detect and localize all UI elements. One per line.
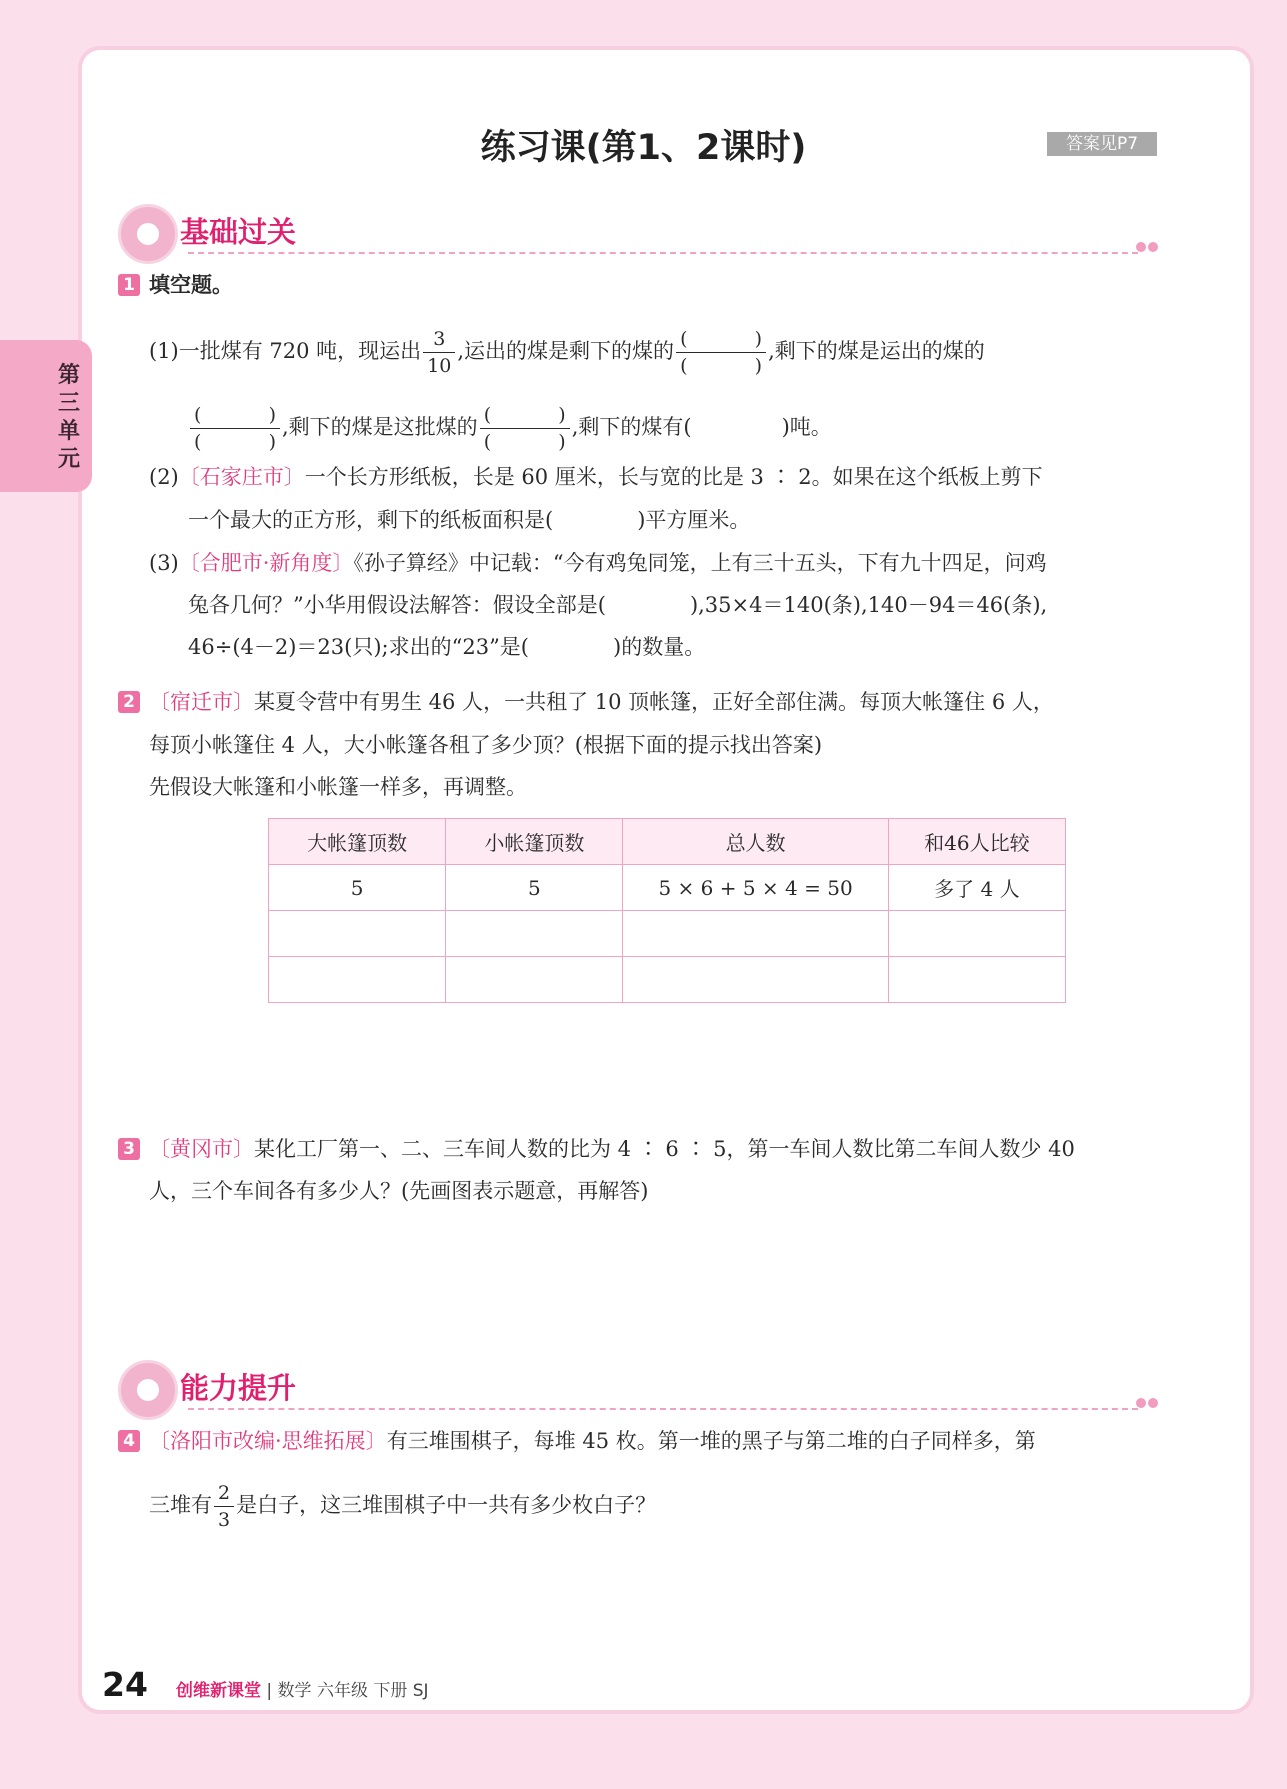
q1-part2-line2: 一个最大的正方形，剩下的纸板面积是( )平方厘米。 bbox=[188, 508, 751, 532]
section-divider bbox=[188, 1408, 1138, 1410]
page-number: 24 bbox=[102, 1665, 148, 1704]
table-cell: 5 bbox=[269, 865, 446, 911]
table-header: 小帐篷顶数 bbox=[446, 819, 623, 865]
q1-part2-line1: (2)〔石家庄市〕一个长方形纸板，长是 60 厘米，长与宽的比是 3 ∶ 2。如果在这个纸板上剪下 bbox=[149, 465, 1043, 489]
q1-part3-line2: 兔各几何？”小华用假设法解答：假设全部是( ),35×4＝140(条),140－94＝46(条), bbox=[188, 593, 1048, 617]
q4-line1: 〔洛阳市改编·思维拓展〕有三堆围棋子，每堆 45 枚。第一堆的黑子与第二堆的白子同样多，第 bbox=[149, 1429, 1036, 1453]
answer-reference-badge: 答案见P7 bbox=[1047, 132, 1157, 156]
section-divider bbox=[188, 252, 1138, 254]
table-cell-empty[interactable] bbox=[269, 911, 446, 957]
answer-blank-fraction[interactable]: ( ) ( ) bbox=[190, 402, 280, 455]
table-cell-empty[interactable] bbox=[888, 957, 1065, 1003]
table-cell: 5 bbox=[446, 865, 623, 911]
section-header-advanced bbox=[118, 1360, 1158, 1416]
table-header: 总人数 bbox=[623, 819, 888, 865]
tent-table bbox=[268, 818, 1066, 1003]
question-number: 1 bbox=[118, 274, 140, 296]
decoration-dots-icon bbox=[1136, 242, 1162, 256]
table-cell-empty[interactable] bbox=[623, 911, 888, 957]
q2-line3: 先假设大帐篷和小帐篷一样多，再调整。 bbox=[149, 775, 527, 799]
q1-part1-line2: ( ) ( ) ,剩下的煤是这批煤的 ( ) ( ) ,剩下的煤有( )吨。 bbox=[188, 402, 832, 455]
table-header: 大帐篷顶数 bbox=[269, 819, 446, 865]
question-number: 3 bbox=[118, 1138, 140, 1160]
fraction: $\frac{3}{10}$ bbox=[423, 326, 455, 379]
question-number: 4 bbox=[118, 1430, 140, 1452]
fraction: $\frac{2}{3}$ bbox=[214, 1480, 234, 1533]
table-cell: 多了 4 人 bbox=[888, 865, 1065, 911]
q3-line1: 〔黄冈市〕某化工厂第一、二、三车间人数的比为 4 ∶ 6 ∶ 5，第一车间人数比第二车间人数少 40 bbox=[149, 1137, 1075, 1161]
section-title: 基础过关 bbox=[180, 215, 297, 249]
q2-line1: 〔宿迁市〕某夏令营中有男生 46 人，一共租了 10 顶帐篷，正好全部住满。每顶大帐篷住 6 人， bbox=[149, 690, 1054, 714]
q3-line2: 人，三个车间各有多少人？(先画图表示题意，再解答) bbox=[149, 1179, 649, 1203]
q2-line2: 每顶小帐篷住 4 人，大小帐篷各租了多少顶？(根据下面的提示找出答案) bbox=[149, 733, 823, 757]
q1-part1-line1: (1)一批煤有 720 吨，现运出 $\frac{3}{10}$ ,运出的煤是剩下的煤的 ( ) ( ) ,剩下的煤是运出的煤的 bbox=[149, 328, 985, 377]
book-info: | 数学 六年级 下册 SJ bbox=[266, 1681, 429, 1701]
table-cell-empty[interactable] bbox=[446, 957, 623, 1003]
mascot-icon bbox=[118, 204, 178, 264]
decoration-dots-icon bbox=[1136, 1398, 1162, 1412]
unit-side-tab bbox=[0, 340, 92, 492]
page-title: 练习课(第1、2课时) bbox=[480, 128, 807, 168]
table-cell-empty[interactable] bbox=[269, 957, 446, 1003]
footer-info bbox=[176, 1676, 429, 1701]
table-row bbox=[269, 911, 1066, 957]
table-header: 和46人比较 bbox=[888, 819, 1065, 865]
q1-part3-line3: 46÷(4－2)＝23(只);求出的“23”是( )的数量。 bbox=[188, 635, 706, 659]
answer-blank-fraction[interactable]: ( ) ( ) bbox=[676, 326, 766, 379]
table-cell: 5 × 6 + 5 × 4 = 50 bbox=[623, 865, 888, 911]
table-cell-empty[interactable] bbox=[446, 911, 623, 957]
mascot-icon bbox=[118, 1360, 178, 1420]
section-title: 能力提升 bbox=[180, 1371, 297, 1405]
section-header-basic bbox=[118, 204, 1158, 260]
table-header-row bbox=[269, 819, 1066, 865]
q1-part3-line1: (3)〔合肥市·新角度〕《孙子算经》中记载：“今有鸡兔同笼，上有三十五头，下有九十四足，问鸡 bbox=[149, 551, 1047, 575]
table-cell-empty[interactable] bbox=[888, 911, 1065, 957]
unit-label: 第三单元 bbox=[57, 363, 80, 472]
question-title: 填空题。 bbox=[149, 273, 233, 297]
table-cell-empty[interactable] bbox=[623, 957, 888, 1003]
q4-line2: 三堆有 $\frac{2}{3}$ 是白子，这三堆围棋子中一共有多少枚白子？ bbox=[149, 1482, 657, 1531]
question-number: 2 bbox=[118, 691, 140, 713]
answer-blank-fraction[interactable]: ( ) ( ) bbox=[480, 402, 570, 455]
table-row bbox=[269, 865, 1066, 911]
table-row bbox=[269, 957, 1066, 1003]
brand-name: 创维新课堂 bbox=[176, 1681, 261, 1701]
